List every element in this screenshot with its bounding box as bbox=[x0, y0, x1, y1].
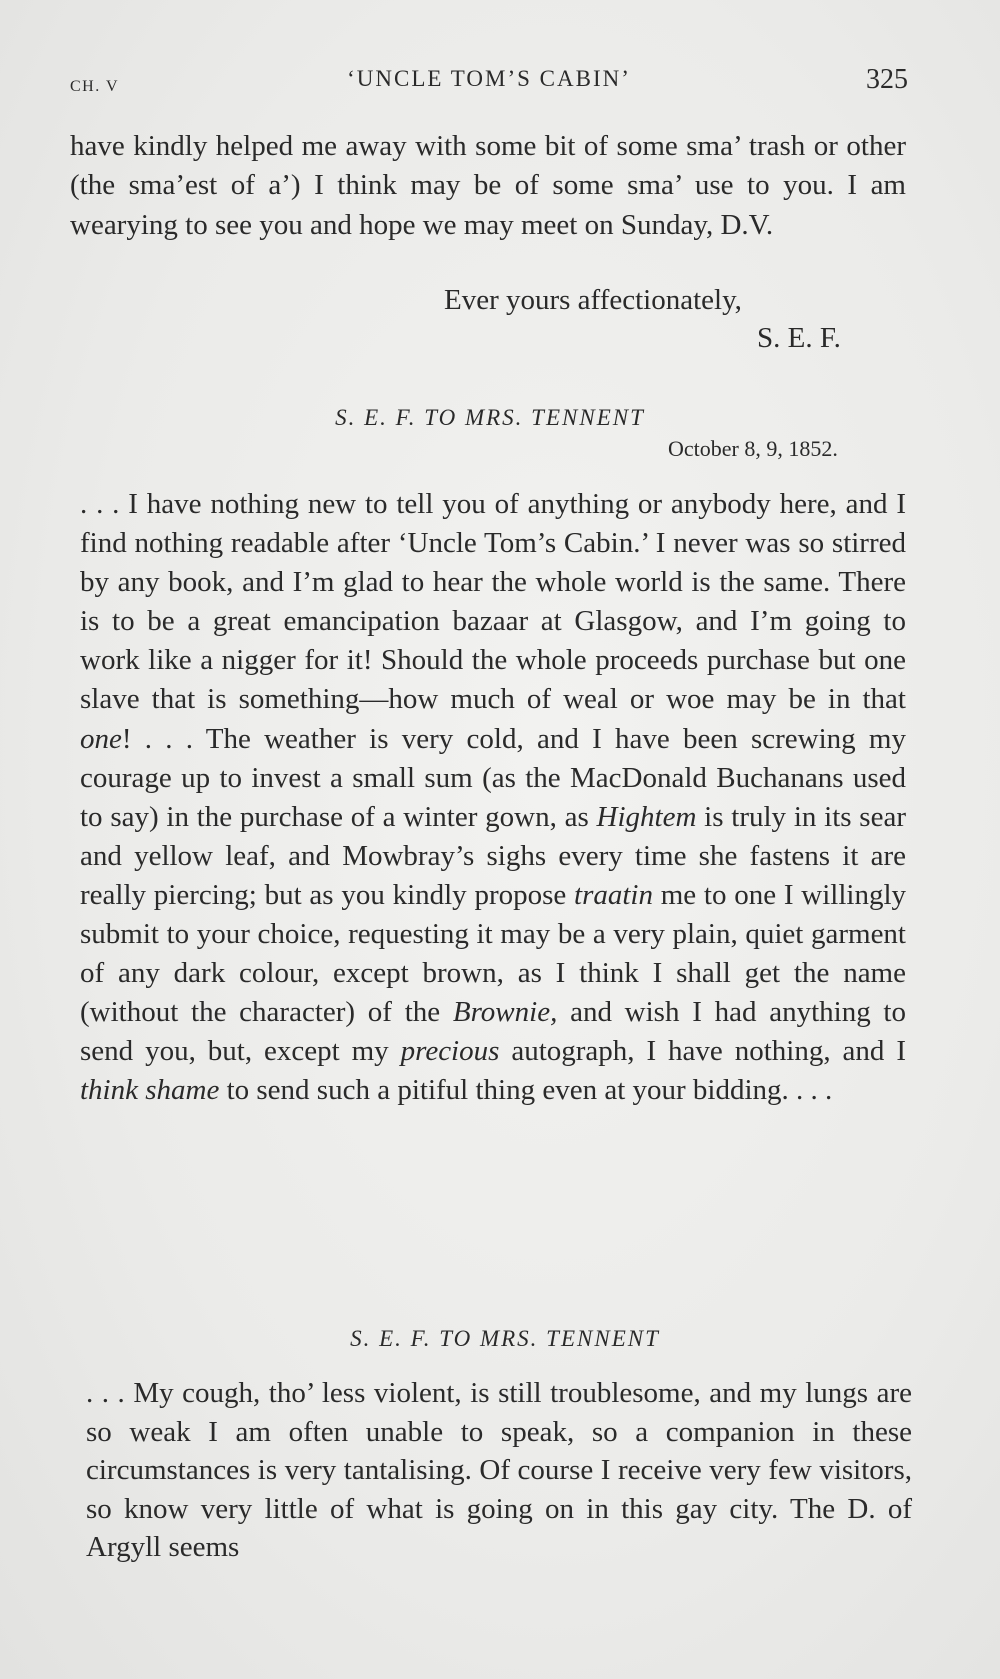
letter-heading: S. E. F. TO MRS. TENNENT bbox=[350, 1326, 660, 1351]
chapter-label: CH. V bbox=[70, 78, 119, 95]
letter-body bbox=[80, 485, 906, 1111]
body-text: and wish I had anything to send you, but, except my bbox=[80, 996, 906, 1068]
running-header bbox=[70, 62, 908, 102]
letter-body-continued: have kindly helped me away with some bit of some sma’ trash or other (the sma’est of a’) I think may be of some sma’ use to you. I am wearying to see you and hope we may meet on Sunday, D.V. bbox=[70, 130, 906, 241]
italic-word: think shame bbox=[80, 1074, 220, 1107]
letter-heading: S. E. F. TO MRS. TENNENT bbox=[335, 405, 645, 430]
italic-word: precious bbox=[400, 1035, 500, 1068]
italic-word: traatin bbox=[574, 878, 653, 911]
body-text: . . . I have nothing new to tell you of anything or anybody here, and I find nothing readable after ‘Uncle Tom’s Cabin.’ I never was so stirred by any book, and I’m glad to hear the whole world is the same. There is to be a great emancipation bazaar at Glasgow, and I’m going to work like a nigger for it! Should the whole proceeds purchase but one slave that is something—how much of weal or woe may be in that bbox=[80, 488, 906, 716]
italic-word: Hightem bbox=[596, 800, 697, 833]
body-text: is truly in its sear and yellow leaf, and Mowbray’s sighs every time she fastens it are really piercing; but as you kindly propose bbox=[80, 800, 906, 911]
italic-word: Brownie, bbox=[452, 996, 558, 1029]
letter-signature: S. E. F. bbox=[757, 322, 841, 354]
body-text: autograph, I have nothing, and I bbox=[499, 1035, 906, 1068]
body-text: me to one I willingly submit to your choice, requesting it may be a very plain, quiet garment of any dark colour, except brown, as I think I shall get the name (without the character) of the bbox=[80, 878, 906, 1029]
running-title: ‘UNCLE TOM’S CABIN’ bbox=[347, 66, 631, 91]
letter-date: October 8, 9, 1852. bbox=[668, 436, 838, 461]
body-text: to send such a pitiful thing even at your bidding. . . . bbox=[219, 1074, 833, 1107]
letter-closing: Ever yours affectionately, bbox=[444, 284, 742, 316]
letter-body: . . . My cough, tho’ less violent, is still troublesome, and my lungs are so weak I am often unable to speak, so a companion in these circumstances is very tantalising. Of course I receive very few visitors, so know very little of what is going on in this gay city. The D. of Argyll seems bbox=[86, 1377, 912, 1563]
body-text: ! . . . The weather is very cold, and I have been screwing my courage up to invest a small sum (as the MacDonald Buchanans used to say) in the purchase of a winter gown, as bbox=[80, 722, 906, 833]
page-number: 325 bbox=[866, 64, 908, 95]
italic-word: one bbox=[80, 722, 122, 755]
